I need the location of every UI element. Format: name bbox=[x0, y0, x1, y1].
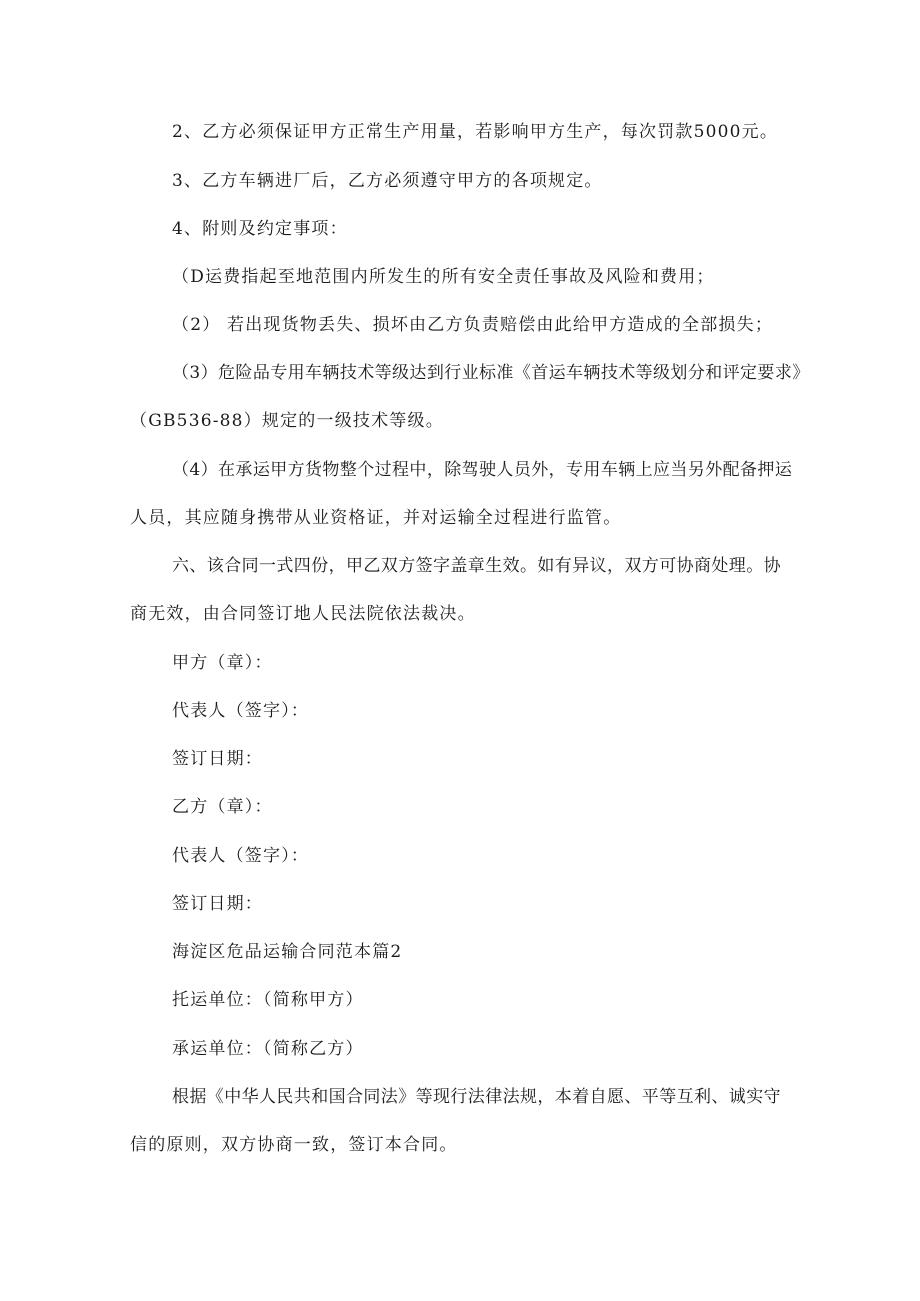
party-a-representative-label: 代表人（签字）： bbox=[172, 701, 310, 721]
shipper-label: 托运单位：（简称甲方） bbox=[172, 990, 364, 1010]
preamble-text: 根据《中华人民共和国合同法》等现行法律法规，本着自愿、平等互利、诚实守 bbox=[172, 1087, 781, 1107]
party-b-seal-label: 乙方（章）： bbox=[172, 797, 273, 817]
party-a-seal-label: 甲方（章）： bbox=[172, 653, 273, 673]
clause-4-heading: 4、附则及约定事项： bbox=[172, 219, 348, 239]
party-b-date-label: 签订日期： bbox=[172, 894, 263, 914]
sub-clause-2-text: （2） 若出现货物丢失、损坏由乙方负责赔偿由此给甲方造成的全部损失； bbox=[172, 315, 774, 335]
party-a-date-label: 签订日期： bbox=[172, 749, 263, 769]
sub-clause-4-text: （4）在承运甲方货物整个过程中，除驾驶人员外，专用车辆上应当另外配备押运 bbox=[172, 460, 793, 480]
clause-2-text: 2、乙方必须保证甲方正常生产用量，若影响甲方生产，每次罚款5000元。 bbox=[172, 122, 779, 142]
preamble-continuation: 信的原则，双方协商一致，签订本合同。 bbox=[130, 1135, 458, 1155]
sub-clause-3-text: （3）危险品专用车辆技术等级达到行业标准《首运车辆技术等级划分和评定要求》 bbox=[172, 363, 810, 383]
sub-clause-4-continuation: 人员，其应随身携带从业资格证，并对运输全过程进行监管。 bbox=[130, 508, 622, 528]
party-b-representative-label: 代表人（签字）： bbox=[172, 846, 310, 866]
sub-clause-1-text: （D运费指起至地范围内所发生的所有安全责任事故及风险和费用； bbox=[172, 267, 715, 287]
section-6-text: 六、该合同一式四份，甲乙双方签字盖章生效。如有异议，双方可协商处理。协 bbox=[172, 556, 781, 576]
section-6-continuation: 商无效，由合同签订地人民法院依法裁决。 bbox=[130, 604, 476, 624]
carrier-label: 承运单位：（简称乙方） bbox=[172, 1039, 364, 1059]
template-2-title: 海淀区危品运输合同范本篇2 bbox=[172, 942, 403, 962]
clause-3-text: 3、乙方车辆进厂后，乙方必须遵守甲方的各项规定。 bbox=[172, 171, 603, 191]
sub-clause-3-continuation: （GB536-88）规定的一级技术等级。 bbox=[130, 411, 444, 431]
